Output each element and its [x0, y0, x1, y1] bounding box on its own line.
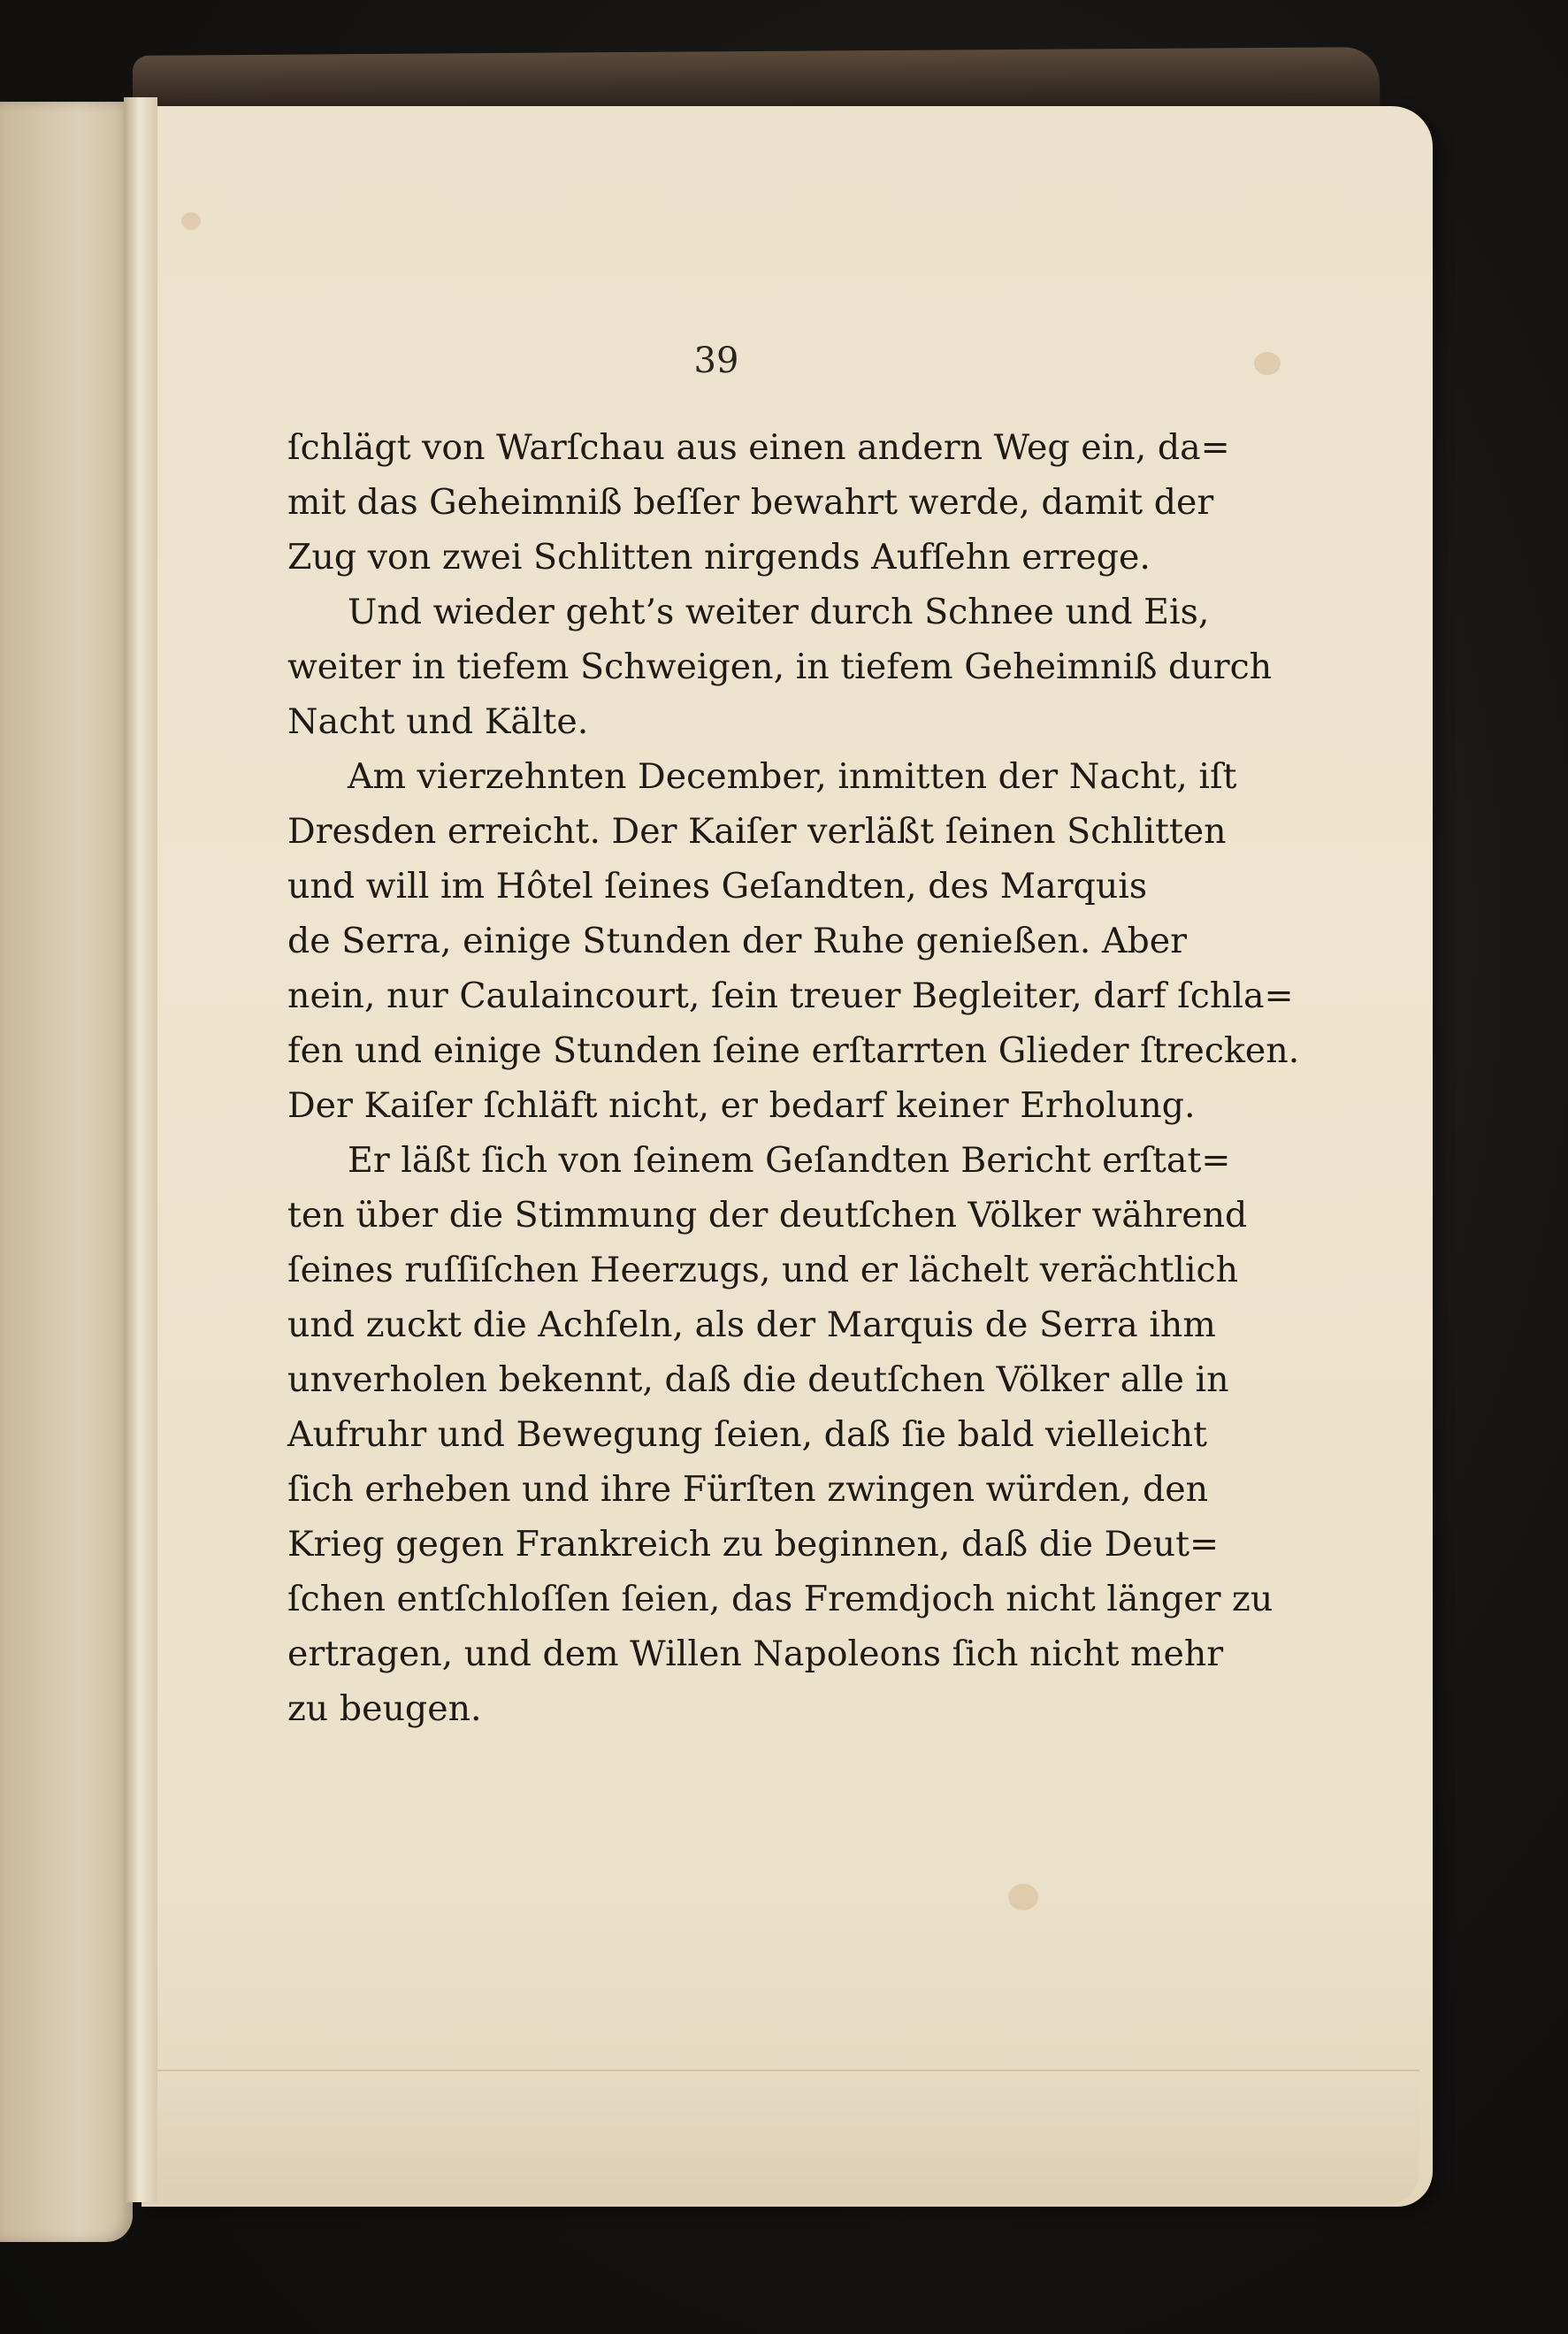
text-line: zu beugen.	[287, 1688, 482, 1729]
body-text	[287, 420, 1300, 1736]
paragraph	[287, 1133, 1274, 1736]
paragraph	[287, 420, 1230, 585]
text-line: Am vierzehnten December, inmitten der Nacht, iſt	[348, 756, 1237, 797]
paragraph	[287, 749, 1300, 1133]
text-line: unverholen bekennt, daß die deutſchen Völker alle in	[287, 1359, 1229, 1400]
text-line: Aufruhr und Bewegung ſeien, daß ſie bald vielleicht	[287, 1414, 1207, 1455]
text-line: Und wieder geht’s weiter durch Schnee und Eis,	[348, 592, 1210, 632]
text-line: ten über die Stimmung der deutſchen Völker während	[287, 1195, 1248, 1236]
text-line: ſeines ruſſiſchen Heerzugs, und er lächelt verächtlich	[287, 1250, 1239, 1290]
paragraph	[287, 585, 1273, 749]
text-line: ſchen entſchloſſen ſeien, das Fremdjoch nicht länger zu	[287, 1579, 1274, 1619]
page-number: 39	[693, 341, 739, 381]
text-line: Krieg gegen Frankreich zu beginnen, daß die Deut=	[287, 1524, 1220, 1565]
text-line: und will im Hôtel ſeines Geſandten, des Marquis	[287, 866, 1148, 907]
text-line: Er läßt ſich von ſeinem Geſandten Bericht erſtat=	[348, 1140, 1231, 1181]
foxing-spot	[1008, 1884, 1038, 1910]
text-line: Dresden erreicht. Der Kaiſer verläßt ſeinen Schlitten	[287, 811, 1227, 852]
page-edge-stack	[142, 2070, 1419, 2204]
text-line: und zuckt die Achſeln, als der Marquis de Serra ihm	[287, 1305, 1216, 1345]
text-line: Der Kaiſer ſchläft nicht, er bedarf keiner Erholung.	[287, 1085, 1196, 1126]
text-line: weiter in tiefem Schweigen, in tiefem Geheimniß durch	[287, 647, 1273, 687]
text-line: ertragen, und dem Willen Napoleons ſich nicht mehr	[287, 1634, 1224, 1674]
foxing-spot	[181, 212, 201, 230]
book-gutter	[124, 97, 157, 2202]
text-line: Nacht und Kälte.	[287, 701, 589, 742]
facing-page-edge	[0, 102, 133, 2242]
text-line: ſich erheben und ihre Fürſten zwingen würden, den	[287, 1469, 1209, 1510]
text-line: nein, nur Caulaincourt, ſein treuer Begleiter, darf ſchla=	[287, 976, 1294, 1016]
text-line: ſchlägt von Warſchau aus einen andern Weg ein, da=	[287, 427, 1230, 468]
text-line: fen und einige Stunden ſeine erſtarrten Glieder ſtrecken.	[287, 1030, 1300, 1071]
text-line: de Serra, einige Stunden der Ruhe genießen. Aber	[287, 921, 1187, 961]
text-line: Zug von zwei Schlitten nirgends Aufſehn errege.	[287, 537, 1151, 578]
text-line: mit das Geheimniß beſſer bewahrt werde, damit der	[287, 482, 1214, 523]
